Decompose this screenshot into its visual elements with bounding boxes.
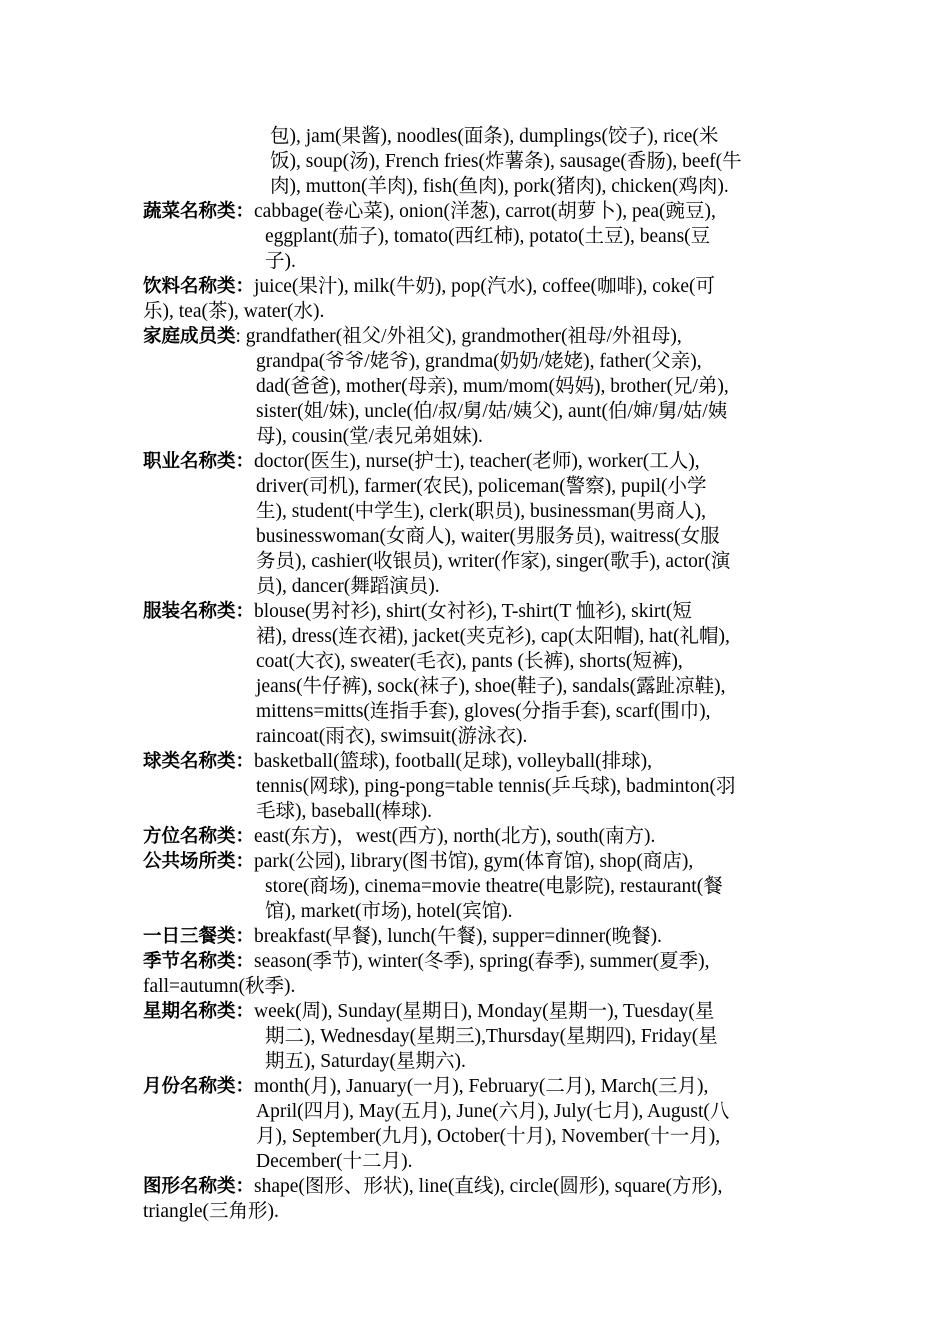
vocabulary-text: raincoat(雨衣), swimsuit(游泳衣). xyxy=(256,726,528,747)
entry-line xyxy=(143,899,813,924)
entry-seasons xyxy=(143,949,813,999)
category-heading: 球类名称类： xyxy=(143,751,255,772)
entry-line xyxy=(143,1074,813,1099)
vocabulary-text: cabbage(卷心菜), onion(洋葱), carrot(胡萝卜), pea(豌豆), xyxy=(254,201,716,222)
entry-line xyxy=(143,624,813,649)
vocabulary-text: dad(爸爸), mother(母亲), mum/mom(妈妈), brother(兄/弟), xyxy=(256,376,729,397)
vocabulary-text: season(季节), winter(冬季), spring(春季), summer(夏季), xyxy=(254,951,710,972)
vocabulary-text: blouse(男衬衫), shirt(女衬衫), T-shirt(T 恤衫), skirt(短 xyxy=(254,601,692,622)
vocabulary-text: east(东方)，west(西方), north(北方), south(南方). xyxy=(254,826,656,847)
entry-line xyxy=(143,324,813,349)
entry-line xyxy=(143,824,813,849)
entry-drinks xyxy=(143,274,813,324)
entry-line xyxy=(143,274,813,299)
entry-line xyxy=(143,349,813,374)
entry-line xyxy=(143,249,813,274)
entry-line xyxy=(143,849,813,874)
entry-line xyxy=(143,474,813,499)
entry-line xyxy=(143,424,813,449)
vocabulary-text: coat(大衣), sweater(毛衣), pants (长裤), shorts(短裤), xyxy=(256,651,683,672)
vocabulary-text: : grandfather(祖父/外祖父), grandmother(祖母/外祖母), xyxy=(235,326,682,347)
category-heading: 家庭成员类 xyxy=(143,326,236,347)
vocabulary-text: 毛球), baseball(棒球). xyxy=(256,801,432,822)
entry-line xyxy=(143,774,813,799)
entry-line xyxy=(143,299,813,324)
vocabulary-text: driver(司机), farmer(农民), policeman(警察), pupil(小学 xyxy=(256,476,707,497)
vocabulary-text: 裙), dress(连衣裙), jacket(夹克衫), cap(太阳帽), hat(礼帽), xyxy=(256,626,730,647)
entry-family xyxy=(143,324,813,449)
entry-directions xyxy=(143,824,813,849)
entry-line xyxy=(143,124,813,149)
entry-places xyxy=(143,849,813,924)
entry-line xyxy=(143,1149,813,1174)
vocabulary-text: tennis(网球), ping-pong=table tennis(乒乓球), badminton(羽 xyxy=(256,776,736,797)
category-heading: 职业名称类： xyxy=(143,451,255,472)
category-heading: 季节名称类： xyxy=(143,951,255,972)
category-heading: 图形名称类： xyxy=(143,1176,255,1197)
entry-line xyxy=(143,174,813,199)
category-heading: 公共场所类： xyxy=(143,851,255,872)
vocabulary-text: store(商场), cinema=movie theatre(电影院), restaurant(餐 xyxy=(265,876,723,897)
category-heading: 月份名称类： xyxy=(143,1076,255,1097)
vocabulary-text: 期二), Wednesday(星期三),Thursday(星期四), Friday(星 xyxy=(265,1026,718,1047)
vocabulary-text: 月), September(九月), October(十月), November(十一月), xyxy=(256,1126,721,1147)
category-heading: 方位名称类： xyxy=(143,826,255,847)
vocabulary-text: 饭), soup(汤), French fries(炸薯条), sausage(香肠), beef(牛 xyxy=(270,151,742,172)
entry-line xyxy=(143,724,813,749)
entry-shapes xyxy=(143,1174,813,1224)
vocabulary-text: basketball(篮球), football(足球), volleyball(排球), xyxy=(254,751,653,772)
vocabulary-text: park(公园), library(图书馆), gym(体育馆), shop(商店), xyxy=(254,851,694,872)
vocabulary-text: triangle(三角形). xyxy=(143,1201,279,1222)
entry-line xyxy=(143,574,813,599)
entry-line xyxy=(143,374,813,399)
entry-line xyxy=(143,674,813,699)
vocabulary-text: doctor(医生), nurse(护士), teacher(老师), worker(工人), xyxy=(254,451,700,472)
vocabulary-text: businesswoman(女商人), waiter(男服务员), waitress(女服 xyxy=(256,526,720,547)
entry-line xyxy=(143,874,813,899)
entry-line xyxy=(143,524,813,549)
category-heading: 蔬菜名称类： xyxy=(143,201,255,222)
entry-balls xyxy=(143,749,813,824)
entry-line xyxy=(143,999,813,1024)
vocabulary-text: grandpa(爷爷/姥爷), grandma(奶奶/姥姥), father(父亲), xyxy=(256,351,702,372)
vocabulary-text: jeans(牛仔裤), sock(袜子), shoe(鞋子), sandals(露趾凉鞋), xyxy=(256,676,726,697)
category-heading: 一日三餐类： xyxy=(143,926,255,947)
vocabulary-text: juice(果汁), milk(牛奶), pop(汽水), coffee(咖啡), coke(可 xyxy=(254,276,716,297)
vocabulary-text: 馆), market(市场), hotel(宾馆). xyxy=(265,901,513,922)
entry-line xyxy=(143,649,813,674)
vocabulary-text: sister(姐/妹), uncle(伯/叔/舅/姑/姨父), aunt(伯/婶/舅/姑/姨 xyxy=(256,401,728,422)
vocabulary-text: 母), cousin(堂/表兄弟姐妹). xyxy=(256,426,483,447)
entry-meals xyxy=(143,924,813,949)
entry-line xyxy=(143,399,813,424)
entry-line xyxy=(143,749,813,774)
category-heading: 星期名称类： xyxy=(143,1001,255,1022)
vocabulary-text: 生), student(中学生), clerk(职员), businessman(男商人), xyxy=(256,501,707,522)
entry-line xyxy=(143,149,813,174)
entry-clothes xyxy=(143,599,813,749)
entry-line xyxy=(143,549,813,574)
vocabulary-text: 肉), mutton(羊肉), fish(鱼肉), pork(猪肉), chicken(鸡肉). xyxy=(270,176,729,197)
category-heading: 饮料名称类： xyxy=(143,276,255,297)
vocabulary-text: 乐), tea(茶), water(水). xyxy=(143,301,325,322)
entry-vegetables xyxy=(143,199,813,274)
vocabulary-text: April(四月), May(五月), June(六月), July(七月), August(八 xyxy=(256,1101,730,1122)
vocabulary-text: month(月), January(一月), February(二月), March(三月), xyxy=(254,1076,709,1097)
entry-line xyxy=(143,224,813,249)
entry-line xyxy=(143,599,813,624)
entry-line xyxy=(143,1099,813,1124)
entry-weekdays xyxy=(143,999,813,1074)
entry-line xyxy=(143,949,813,974)
entry-line xyxy=(143,1124,813,1149)
entry-line xyxy=(143,974,813,999)
vocabulary-text: mittens=mitts(连指手套), gloves(分指手套), scarf(围巾), xyxy=(256,701,711,722)
vocabulary-text: 包), jam(果酱), noodles(面条), dumplings(饺子), rice(米 xyxy=(270,126,719,147)
category-heading: 服装名称类： xyxy=(143,601,255,622)
vocabulary-text: week(周), Sunday(星期日), Monday(星期一), Tuesday(星 xyxy=(254,1001,715,1022)
entry-line xyxy=(143,1049,813,1074)
vocabulary-text: fall=autumn(秋季). xyxy=(143,976,296,997)
vocabulary-text: breakfast(早餐), lunch(午餐), supper=dinner(晚餐). xyxy=(254,926,662,947)
entry-line xyxy=(143,449,813,474)
entry-months xyxy=(143,1074,813,1174)
entry-jobs xyxy=(143,449,813,599)
vocabulary-text: December(十二月). xyxy=(256,1151,413,1172)
entry-line xyxy=(143,1024,813,1049)
vocabulary-text: shape(图形、形状), line(直线), circle(圆形), square(方形), xyxy=(254,1176,723,1197)
entry-line xyxy=(143,799,813,824)
vocabulary-text: 员), dancer(舞蹈演员). xyxy=(256,576,440,597)
entry-line xyxy=(143,499,813,524)
vocabulary-text: 子). xyxy=(265,251,296,272)
entry-line xyxy=(143,1174,813,1199)
vocabulary-text: 期五), Saturday(星期六). xyxy=(265,1051,466,1072)
entry-line xyxy=(143,1199,813,1224)
vocabulary-text: 务员), cashier(收银员), writer(作家), singer(歌手), actor(演 xyxy=(256,551,731,572)
entry-food-continued xyxy=(143,124,813,199)
entry-line xyxy=(143,199,813,224)
vocabulary-text: eggplant(茄子), tomato(西红柿), potato(土豆), beans(豆 xyxy=(265,226,711,247)
entry-line xyxy=(143,699,813,724)
entry-line xyxy=(143,924,813,949)
